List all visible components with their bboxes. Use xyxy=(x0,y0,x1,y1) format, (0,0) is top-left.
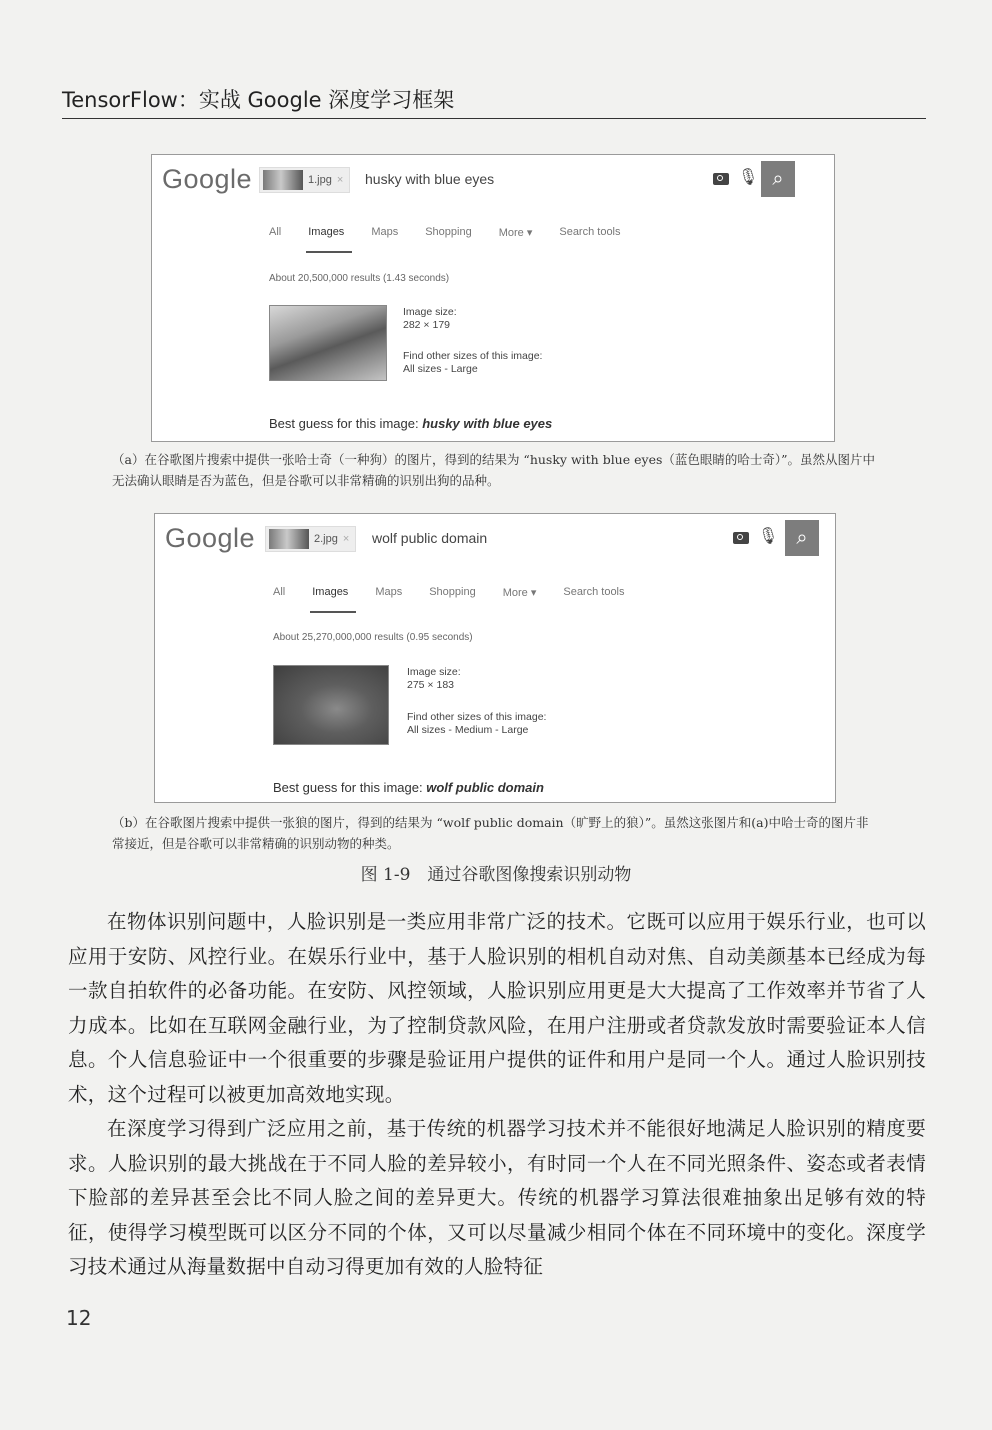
image-file-chip[interactable] xyxy=(259,167,350,193)
tab-maps[interactable]: Maps xyxy=(375,586,403,598)
google-logo: Google xyxy=(162,164,253,194)
search-button[interactable]: ⌕ xyxy=(785,520,819,556)
running-head: TensorFlow：实战 Google 深度学习框架 xyxy=(62,88,455,112)
tab-maps[interactable]: Maps xyxy=(371,226,399,238)
header-rule xyxy=(62,118,926,119)
search-screenshot-b xyxy=(154,513,836,803)
thumbnail-icon xyxy=(263,170,303,190)
file-name: 2.jpg xyxy=(314,533,338,545)
result-stats: About 20,500,000 results (1.43 seconds) xyxy=(269,273,450,284)
other-sizes-label: Find other sizes of this image: xyxy=(407,711,547,723)
search-tabs xyxy=(273,586,652,599)
microphone-icon[interactable]: 🎙 xyxy=(758,528,779,545)
caption-b: （b）在谷歌图片搜索中提供一张狼的图片，得到的结果为 “wolf public domain（旷野上的狼）”。虽然这张图片和(a)中哈士奇的图片非常接近，但是谷歌可以非常精确的识别动物的种类。 xyxy=(112,815,869,851)
other-sizes-label: Find other sizes of this image: xyxy=(403,350,543,362)
tab-images[interactable]: Images xyxy=(308,226,345,238)
tab-search-tools[interactable]: Search tools xyxy=(559,226,621,238)
image-meta xyxy=(407,666,546,737)
best-guess-link[interactable]: husky with blue eyes xyxy=(422,416,553,431)
best-guess-prefix: Best guess for this image: xyxy=(273,780,423,795)
search-button[interactable]: ⌕ xyxy=(761,161,795,197)
close-icon[interactable]: × xyxy=(336,174,344,186)
image-size: 275 × 183 xyxy=(407,679,455,691)
search-screenshot-a xyxy=(151,154,835,442)
tab-more[interactable]: More ▾ xyxy=(498,227,533,239)
figure-title: 图 1-9 通过谷歌图像搜索识别动物 xyxy=(360,865,632,885)
tab-shopping[interactable]: Shopping xyxy=(429,586,476,598)
image-size: 282 × 179 xyxy=(403,319,451,331)
close-icon[interactable]: × xyxy=(342,533,350,545)
search-query[interactable]: husky with blue eyes xyxy=(365,171,495,187)
best-guess-prefix: Best guess for this image: xyxy=(269,416,419,431)
search-tabs xyxy=(269,226,648,239)
search-query[interactable]: wolf public domain xyxy=(372,530,488,546)
tab-all[interactable]: All xyxy=(269,226,282,238)
tab-more[interactable]: More ▾ xyxy=(502,587,537,599)
page-number: 12 xyxy=(66,1306,92,1330)
image-meta xyxy=(403,306,542,376)
google-logo: Google xyxy=(165,523,256,553)
file-name: 1.jpg xyxy=(308,174,332,186)
wolf-photo[interactable] xyxy=(273,665,389,745)
best-guess-link[interactable]: wolf public domain xyxy=(426,780,544,795)
thumbnail-icon xyxy=(269,529,309,549)
body-text xyxy=(68,905,926,1285)
tab-images[interactable]: Images xyxy=(312,586,349,598)
result-stats: About 25,270,000,000 results (0.95 seconds) xyxy=(273,632,473,643)
husky-photo[interactable] xyxy=(269,305,387,381)
microphone-icon[interactable]: 🎙 xyxy=(738,169,759,186)
camera-icon[interactable] xyxy=(713,173,729,185)
other-sizes-link[interactable]: All sizes - Medium - Large xyxy=(407,724,529,736)
tab-search-tools[interactable]: Search tools xyxy=(563,586,625,598)
image-file-chip[interactable] xyxy=(265,526,356,552)
caption-a: （a）在谷歌图片搜索中提供一张哈士奇（一种狗）的图片，得到的结果为 “husky with blue eyes（蓝色眼睛的哈士奇）”。虽然从图片中无法确认眼睛是否为蓝色，但是谷歌可以非常精确的识别出狗的品种。 xyxy=(112,452,876,488)
image-size-label: Image size: xyxy=(403,306,457,318)
other-sizes-link[interactable]: All sizes - Large xyxy=(403,363,478,375)
best-guess xyxy=(273,780,544,795)
camera-icon[interactable] xyxy=(733,532,749,544)
tab-all[interactable]: All xyxy=(273,586,286,598)
best-guess xyxy=(269,416,552,431)
paragraph: 在物体识别问题中，人脸识别是一类应用非常广泛的技术。它既可以应用于娱乐行业，也可以应用于安防、风控行业。在娱乐行业中，基于人脸识别的相机自动对焦、自动美颜基本已经成为每一款自拍软件的必备功能。在安防、风控领域，人脸识别应用更是大大提高了工作效率并节省了人力成本。比如在互联网金融行业，为了控制贷款风险，在用户注册或者贷款发放时需要验证本人信息。个人信息验证中一个很重要的步骤是验证用户提供的证件和用户是同一个人。通过人脸识别技术，这个过程可以被更加高效地实现。 xyxy=(68,910,926,1106)
image-size-label: Image size: xyxy=(407,666,461,678)
tab-shopping[interactable]: Shopping xyxy=(425,226,472,238)
paragraph: 在深度学习得到广泛应用之前，基于传统的机器学习技术并不能很好地满足人脸识别的精度要求。人脸识别的最大挑战在于不同人脸的差异较小，有时同一个人在不同光照条件、姿态或者表情下脸部的差异甚至会比不同人脸之间的差异更大。传统的机器学习算法很难抽象出足够有效的特征，使得学习模型既可以区分不同的个体，又可以尽量减少相同个体在不同环境中的变化。深度学习技术通过从海量数据中自动习得更加有效的人脸特征 xyxy=(68,1117,926,1278)
